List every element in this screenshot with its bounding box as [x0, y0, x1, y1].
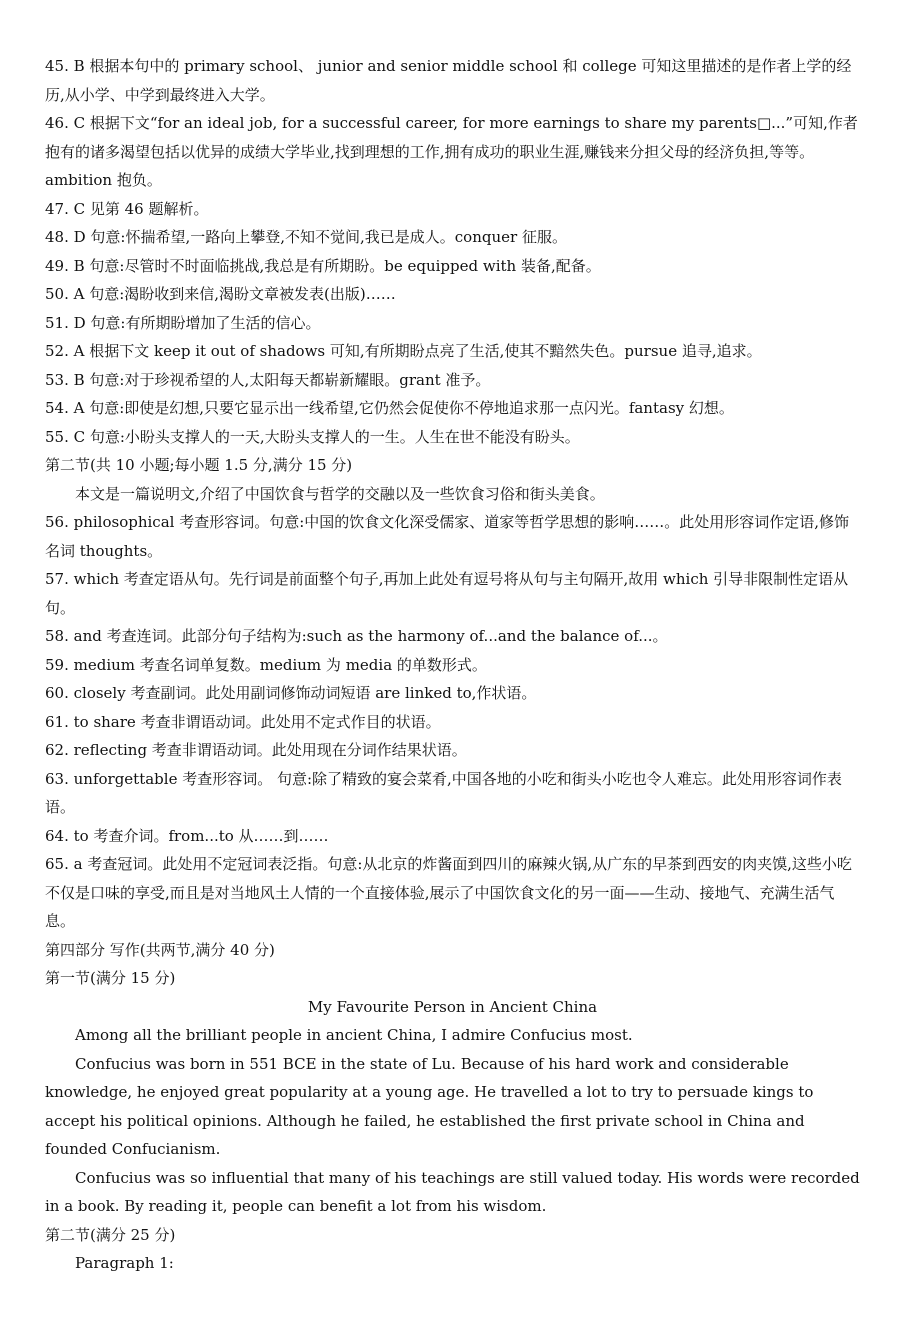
answer-item-59: 59. medium 考查名词单复数。medium 为 media 的单数形式。 — [45, 655, 487, 674]
answer-item-57: 57. which 考查定语从句。先行词是前面整个句子,再加上此处有逗号将从句与主句隔开,故用 which 引导非限制性定语从句。 — [45, 570, 849, 617]
essay-title: My Favourite Person in Ancient China — [307, 997, 598, 1016]
answer-item-56: 56. philosophical 考查形容词。句意:中国的饮食文化深受儒家、道家等哲学思想的影响……。此处用形容词作定语,修饰名词 thoughts。 — [45, 513, 850, 560]
answer-item-51: 51. D 句意:有所期盼增加了生活的信心。 — [45, 313, 321, 332]
section-heading: 第二节(共 10 小题;每小题 1.5 分,满分 15 分) — [45, 456, 353, 474]
answer-item-58: 58. and 考查连词。此部分句子结构为:such as the harmony of...and the balance of...。 — [45, 627, 668, 645]
part-heading: 第四部分 写作(共两节,满分 40 分) — [45, 940, 275, 959]
answer-item-53: 53. B 句意:对于珍视希望的人,太阳每天都崭新耀眼。grant 准予。 — [45, 370, 491, 389]
essay-paragraph: Among all the brilliant people in ancient China, I admire Confucius most. — [75, 1026, 633, 1044]
answer-item-55: 55. C 句意:小盼头支撑人的一天,大盼头支撑人的一生。人生在世不能没有盼头。 — [45, 427, 580, 446]
answer-item-61: 61. to share 考查非谓语动词。此处用不定式作目的状语。 — [45, 712, 441, 731]
answer-item-46: 46. C 根据下文“for an ideal job, for a successful career, for more earnings to share my parents□...”可知,作者抱有的诸多渴望包括以优异的成绩大学毕业,找到理想的工作,拥有成功的职业生涯,赚钱来分担父母的经济负担,等等。ambition 抱负。 — [45, 114, 858, 189]
answer-item-45: 45. B 根据本句中的 primary school、 junior and senior middle school 和 college 可知这里描述的是作者上学的经历,从小学、中学到最终进入大学。 — [45, 57, 852, 104]
passage-summary: 本文是一篇说明文,介绍了中国饮食与哲学的交融以及一些饮食习俗和街头美食。 — [75, 484, 605, 503]
answer-item-60: 60. closely 考查副词。此处用副词修饰动词短语 are linked to,作状语。 — [45, 684, 537, 702]
answer-item-47: 47. C 见第 46 题解析。 — [45, 199, 209, 218]
essay-paragraph: Confucius was so influential that many of his teachings are still valued today. His words were recorded in a book. By reading it, people can benefit a lot from his wisdom. — [45, 1168, 860, 1215]
answer-item-62: 62. reflecting 考查非谓语动词。此处用现在分词作结果状语。 — [45, 741, 467, 759]
section-heading: 第一节(满分 15 分) — [45, 969, 176, 987]
answer-item-65: 65. a 考查冠词。此处用不定冠词表泛指。句意:从北京的炸酱面到四川的麻辣火锅,从广东的早茶到西安的肉夹馍,这些小吃不仅是口味的享受,而且是对当地风土人情的一个直接体验,展示了中国饮食文化的另一面——生动、接地气、充满生活气息。 — [45, 855, 852, 930]
answer-item-52: 52. A 根据下文 keep it out of shadows 可知,有所期盼点亮了生活,使其不黯然失色。pursue 追寻,追求。 — [45, 342, 762, 360]
answer-item-64: 64. to 考查介词。from...to 从……到…… — [45, 826, 329, 845]
answer-item-63: 63. unforgettable 考查形容词。 句意:除了精致的宴会菜肴,中国各地的小吃和街头小吃也令人难忘。此处用形容词作表语。 — [45, 769, 842, 816]
answer-item-49: 49. B 句意:尽管时不时面临挑战,我总是有所期盼。be equipped with 装备,配备。 — [45, 256, 601, 275]
essay-paragraph: Confucius was born in 551 BCE in the state of Lu. Because of his hard work and considerable knowledge, he enjoyed great popularity at a young age. He travelled a lot to try to persuade kings to accept his political opinions. Although he failed, he established the first private school in China and founded Confucianism. — [45, 1054, 814, 1158]
answer-item-50: 50. A 句意:渴盼收到来信,渴盼文章被发表(出版)…… — [45, 285, 396, 303]
section-heading: 第二节(满分 25 分) — [45, 1225, 176, 1244]
answer-item-48: 48. D 句意:怀揣希望,一路向上攀登,不知不觉间,我已是成人。conquer 征服。 — [45, 228, 567, 246]
paragraph-label: Paragraph 1: — [75, 1254, 174, 1272]
answer-item-54: 54. A 句意:即使是幻想,只要它显示出一线希望,它仍然会促使你不停地追求那一点闪光。fantasy 幻想。 — [45, 399, 734, 417]
